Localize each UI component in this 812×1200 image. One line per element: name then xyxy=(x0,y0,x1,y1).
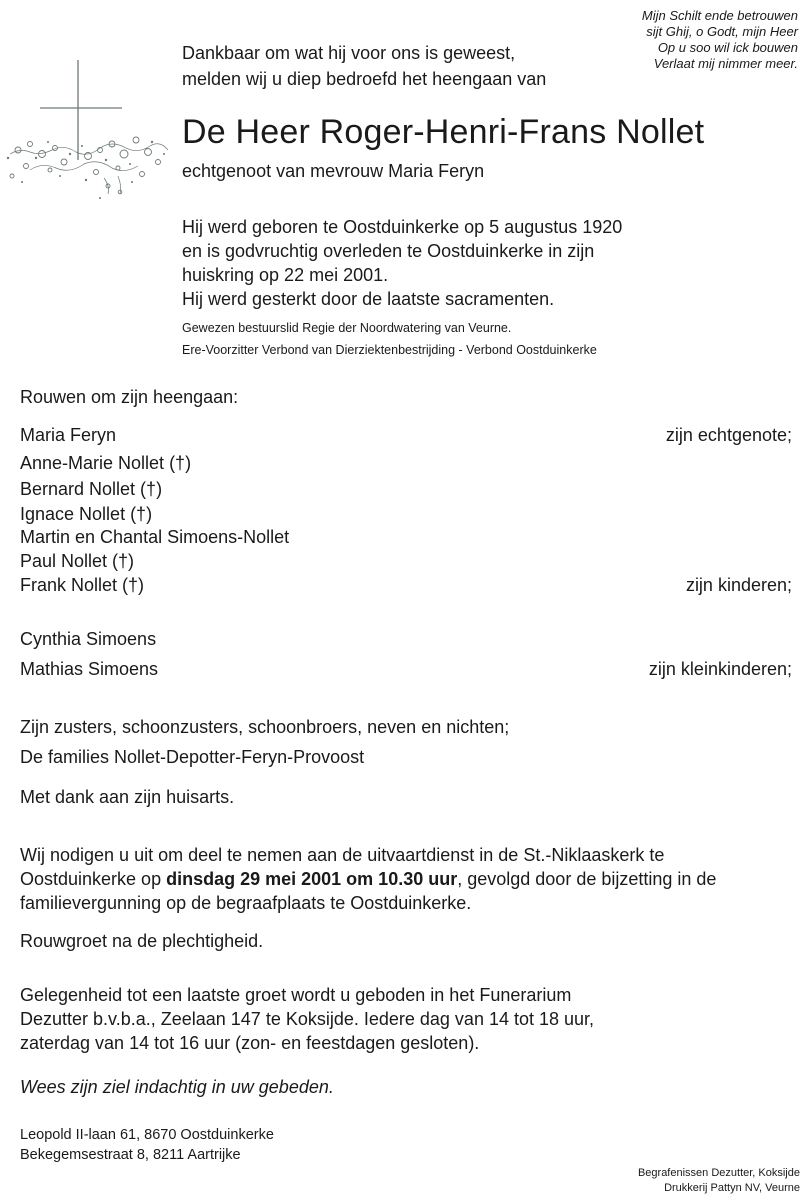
prayer-line: Wees zijn ziel indachtig in uw gebeden. xyxy=(20,1077,334,1097)
motto-line: sijt Ghij, o Godt, mijn Heer xyxy=(646,24,798,39)
relation-label: zijn echtgenote; xyxy=(665,425,792,445)
printer-credits xyxy=(638,1166,800,1196)
mourner-name: Cynthia Simoens xyxy=(20,629,157,649)
extended-family: Zijn zusters, schoonzusters, schoonbroers, neven en nichten; xyxy=(20,717,510,737)
motto-line: Verlaat mij nimmer meer. xyxy=(653,56,798,71)
mourner-children-last-row xyxy=(20,574,792,596)
mourner-name: Anne-Marie Nollet (†) xyxy=(20,453,192,473)
visitation-line: Dezutter b.v.b.a., Zeelaan 147 te Koksijde. Iedere dag van 14 tot 18 uur, xyxy=(20,1009,595,1029)
printer-line: Drukkerij Pattyn NV, Veurne xyxy=(664,1182,800,1194)
cross-flowers-icon xyxy=(0,58,175,208)
mourner-name: Maria Feryn xyxy=(20,425,117,445)
funeral-text: , gevolgd door de bijzetting in de xyxy=(457,869,717,889)
visitation-line: zaterdag van 14 tot 16 uur (zon- en feestdagen gesloten). xyxy=(20,1033,480,1053)
funeral-line: Wij nodigen u uit om deel te nemen aan de uitvaartdienst in de St.-Niklaaskerk te xyxy=(20,845,665,865)
mourner-name: Bernard Nollet (†) xyxy=(20,479,163,499)
funeral-text: Oostduinkerke op xyxy=(20,869,167,889)
families-line: De families Nollet-Depotter-Feryn-Provoost xyxy=(20,747,365,767)
bio-line: huiskring op 22 mei 2001. xyxy=(182,265,389,285)
intro-line-2: melden wij u diep bedroefd het heengaan van xyxy=(182,69,547,89)
motto-line: Op u soo wil ick bouwen xyxy=(657,40,798,55)
motto-verse xyxy=(642,8,798,72)
function-line: Ere-Voorzitter Verbond van Dierziektenbestrijding - Verbond Oostduinkerke xyxy=(182,343,597,357)
mourner-grandchildren-last-row xyxy=(20,658,792,680)
relation-label: zijn kleinkinderen; xyxy=(648,659,792,679)
mourner-name: Frank Nollet (†) xyxy=(20,575,145,595)
spouse-line: echtgenoot van mevrouw Maria Feryn xyxy=(182,161,485,181)
visitation-line: Gelegenheid tot een laatste groet wordt u geboden in het Funerarium xyxy=(20,985,572,1005)
mourner-name: Martin en Chantal Simoens-Nollet xyxy=(20,527,290,547)
funeral-line xyxy=(20,868,792,890)
funeral-line: familievergunning op de begraafplaats te Oostduinkerke. xyxy=(20,893,472,913)
printer-line: Begrafenissen Dezutter, Koksijde xyxy=(637,1167,800,1179)
thanks-line: Met dank aan zijn huisarts. xyxy=(20,787,235,807)
mourner-name: Paul Nollet (†) xyxy=(20,551,135,571)
funeral-date: dinsdag 29 mei 2001 om 10.30 uur xyxy=(166,869,458,889)
deceased-name: De Heer Roger-Henri-Frans Nollet xyxy=(182,113,705,151)
bio-line: en is godvruchtig overleden te Oostduinkerke in zijn xyxy=(182,241,595,261)
condolence-line: Rouwgroet na de plechtigheid. xyxy=(20,931,264,951)
mourners-heading: Rouwen om zijn heengaan: xyxy=(20,387,239,407)
address-line: Leopold II-laan 61, 8670 Oostduinkerke xyxy=(20,1127,274,1143)
function-line: Gewezen bestuurslid Regie der Noordwatering van Veurne. xyxy=(182,321,512,335)
relation-label: zijn kinderen; xyxy=(685,575,792,595)
mourner-name: Mathias Simoens xyxy=(20,659,159,679)
bio-line: Hij werd geboren te Oostduinkerke op 5 augustus 1920 xyxy=(182,217,623,237)
mourner-spouse-row xyxy=(20,424,792,446)
motto-line: Mijn Schilt ende betrouwen xyxy=(641,8,798,23)
bio-line: Hij werd gesterkt door de laatste sacramenten. xyxy=(182,289,555,309)
address-line: Bekegemsestraat 8, 8211 Aartrijke xyxy=(20,1147,241,1163)
intro-line-1: Dankbaar om wat hij voor ons is geweest, xyxy=(182,43,516,63)
mourner-name: Ignace Nollet (†) xyxy=(20,504,153,524)
